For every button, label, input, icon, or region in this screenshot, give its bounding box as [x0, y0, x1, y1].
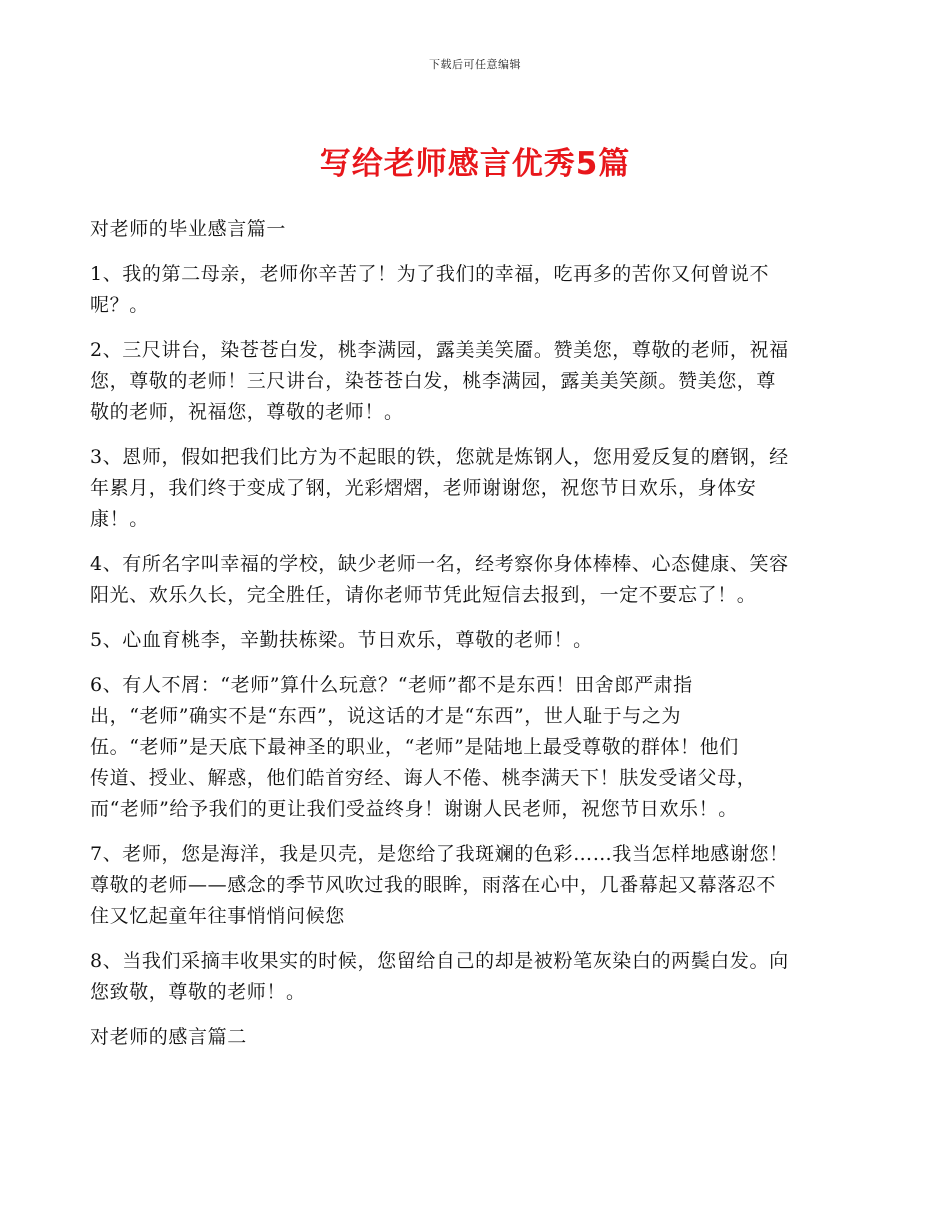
text-line: 伍。“老师”是天底下最神圣的职业，“老师”是陆地上最受尊敬的群体！他们 — [90, 736, 739, 758]
list-item — [90, 442, 862, 535]
text-line: 尊敬的老师——感念的季节风吹过我的眼眸，雨落在心中，几番幕起又幕落忍不 — [90, 874, 777, 896]
list-item — [90, 625, 862, 656]
text-line: 康！。 — [90, 508, 149, 530]
text-line: 3、恩师，假如把我们比方为不起眼的铁，您就是炼钢人，您用爱反复的磨钢，经 — [90, 446, 789, 468]
text-line: 出，“老师”确实不是“东西”，说这话的才是“东西”，世人耻于与之为 — [90, 705, 682, 727]
text-line: 2、三尺讲台，染苍苍白发，桃李满园，露美美笑靥。赞美您，尊敬的老师，祝福 — [90, 339, 789, 361]
document-title: 写给老师感言优秀5篇 — [319, 146, 631, 182]
text-line: 6、有人不屑：“老师”算什么玩意？“老师”都不是东西！田舍郎严肃指 — [90, 674, 693, 696]
text-line: 敬的老师，祝福您，尊敬的老师！。 — [90, 401, 404, 423]
text-line: 您，尊敬的老师！三尺讲台，染苍苍白发，桃李满园，露美美笑颜。赞美您，尊 — [90, 370, 777, 392]
list-item — [90, 946, 862, 1008]
text-line: 阳光、欢乐久长，完全胜任，请你老师节凭此短信去报到，一定不要忘了！。 — [90, 584, 757, 606]
item-list — [90, 259, 862, 1008]
text-line: 8、当我们采摘丰收果实的时候，您留给自己的却是被粉笔灰染白的两鬓白发。向 — [90, 950, 789, 972]
list-item — [90, 259, 862, 321]
section-heading-1: 对老师的毕业感言篇一 — [90, 218, 287, 240]
list-item — [90, 549, 862, 611]
text-line: 住又忆起童年往事悄悄问候您 — [90, 905, 345, 927]
text-line: 7、老师，您是海洋，我是贝壳，是您给了我斑斓的色彩……我当怎样地感谢您！ — [90, 843, 789, 865]
list-item — [90, 335, 862, 428]
list-item — [90, 670, 862, 825]
text-line: 1、我的第二母亲，老师你辛苦了！为了我们的幸福，吃再多的苦你又何曾说不 — [90, 263, 770, 285]
text-line: 呢？。 — [90, 294, 149, 316]
text-line: 传道、授业、解惑，他们皓首穷经、诲人不倦、桃李满天下！肤发受诸父母， — [90, 767, 757, 789]
section-heading-2: 对老师的感言篇二 — [90, 1026, 247, 1048]
list-item — [90, 839, 862, 932]
text-line: 4、有所名字叫幸福的学校，缺少老师一名，经考察你身体棒棒、心态健康、笑容 — [90, 553, 789, 575]
text-line: 5、心血育桃李，辛勤扶栋梁。节日欢乐，尊敬的老师！。 — [90, 629, 593, 651]
document-body — [90, 214, 862, 1067]
text-line: 您致敬，尊敬的老师！。 — [90, 981, 306, 1003]
text-line: 年累月，我们终于变成了钢，光彩熠熠，老师谢谢您，祝您节日欢乐，身体安 — [90, 477, 757, 499]
text-line: 而“老师”给予我们的更让我们受益终身！谢谢人民老师，祝您节日欢乐！。 — [90, 798, 738, 820]
header-note: 下载后可任意编辑 — [429, 58, 521, 71]
